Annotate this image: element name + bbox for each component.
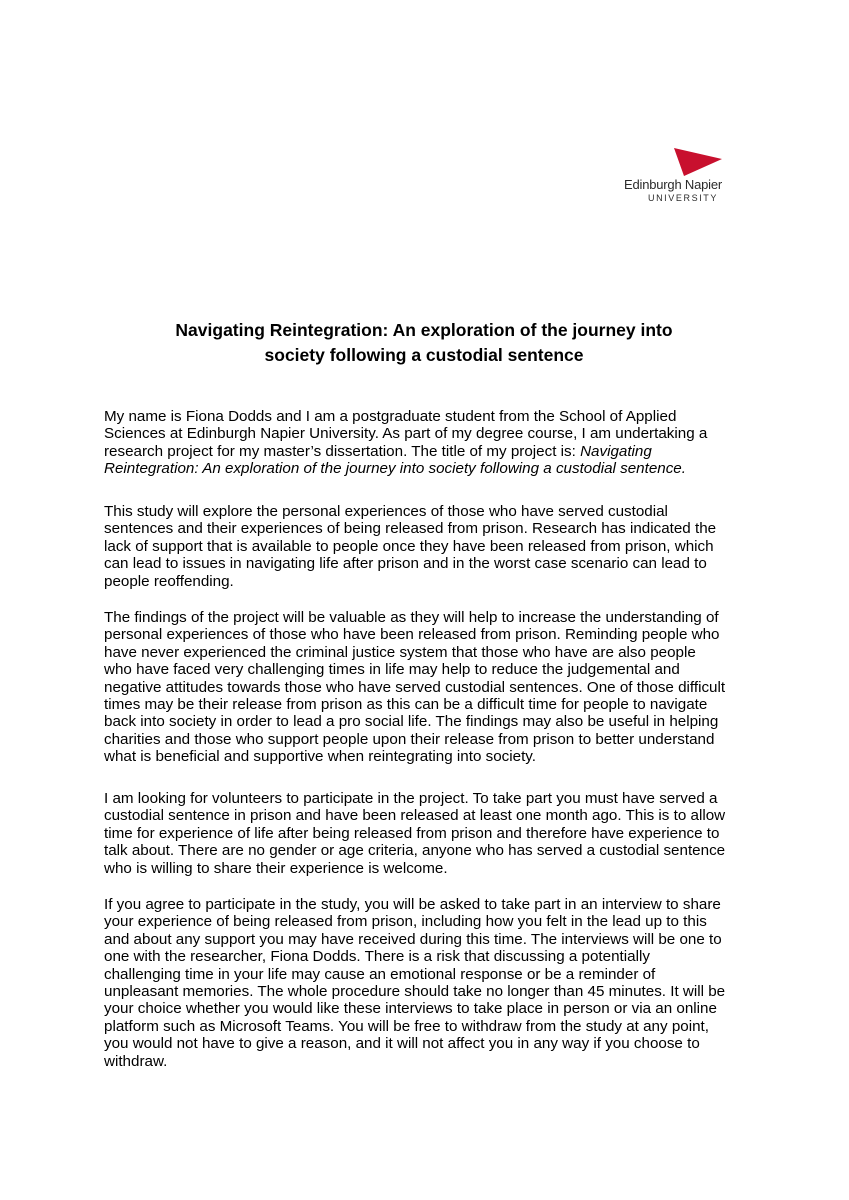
title-line: society following a custodial sentence	[264, 345, 584, 365]
text-line	[104, 443, 764, 460]
text-line: sentences and their experiences of being released from prison. Research has indicated the	[104, 520, 717, 538]
text-line: you would not have to give a reason, and it will not affect you in any way if you choose to	[104, 1035, 700, 1053]
logo-triangle-icon	[674, 148, 722, 176]
text-line: back into society in order to lead a pro social life. The findings may also be useful in helping	[104, 713, 719, 731]
text-line: negative attitudes towards those who have served custodial sentences. One of those difficult	[104, 678, 726, 696]
text-line: Sciences at Edinburgh Napier University. As part of my degree course, I am undertaking a	[104, 425, 708, 443]
intro-paragraph	[104, 408, 764, 478]
text-line: one with the researcher, Fiona Dodds. There is a risk that discussing a potentially	[104, 948, 650, 966]
text-line: can lead to issues in navigating life after prison and in the worst case scenario can lead to	[104, 555, 707, 573]
text-line: your experience of being released from prison, including how you felt in the lead up to this	[104, 913, 707, 931]
university-logo	[612, 148, 732, 210]
text-line: your choice whether you would like these interviews to take place in person or via an online	[104, 1000, 717, 1018]
text-line: The findings of the project will be valuable as they will help to increase the understanding of	[104, 609, 719, 626]
study-paragraph	[104, 503, 764, 590]
findings-paragraph	[104, 609, 764, 766]
text-line: people reoffending.	[104, 572, 234, 590]
text-line: who have faced very challenging times in life may help to reduce the judgemental and	[104, 661, 680, 679]
text-line: time for experience of life after being released from prison and therefore have experience to	[104, 824, 720, 842]
logo-name: Edinburgh Napier	[624, 177, 722, 192]
text-line: lack of support that is available to people once they have been released from prison, which	[104, 537, 714, 555]
text-line: have never experienced the criminal justice system that those who have are also people	[104, 643, 696, 661]
text-line: platform such as Microsoft Teams. You will be free to withdraw from the study at any point,	[104, 1017, 709, 1035]
title-line: Navigating Reintegration: An exploration of the journey into	[175, 320, 673, 340]
participation-paragraph	[104, 896, 764, 1070]
text-line: withdraw.	[104, 1052, 168, 1070]
project-title-italic: Navigating	[580, 442, 652, 460]
text-line: and about any support you may have received during this time. The interviews will be one to	[104, 930, 722, 948]
document-title	[104, 318, 744, 368]
text-line	[104, 460, 764, 477]
text-line: If you agree to participate in the study, you will be asked to take part in an interview to share	[104, 896, 721, 913]
text-line: custodial sentence in prison and have been released at least one month ago. This is to allow	[104, 807, 726, 825]
text-fragment: research project for my master’s dissertation. The title of my project is:	[104, 442, 581, 460]
volunteers-paragraph	[104, 790, 764, 877]
text-line: talk about. There are no gender or age criteria, anyone who has served a custodial sentence	[104, 842, 726, 860]
text-line: times may be their release from prison as this can be a difficult time for people to navigate	[104, 696, 708, 714]
text-line: charities and those who support people upon their release from prison to better understand	[104, 730, 715, 748]
project-title-italic: Reintegration: An exploration of the journey into society following a custodial sentence.	[104, 460, 686, 478]
text-line: This study will explore the personal experiences of those who have served custodial	[104, 503, 668, 520]
text-line: what is beneficial and supportive when reintegrating into society.	[104, 748, 536, 766]
text-line: challenging time in your life may cause an emotional response or be a reminder of	[104, 965, 656, 983]
text-line: I am looking for volunteers to participate in the project. To take part you must have served a	[104, 790, 718, 807]
logo-subtitle: UNIVERSITY	[647, 193, 718, 203]
text-line: unpleasant memories. The whole procedure should take no longer than 45 minutes. It will be	[104, 983, 726, 1001]
text-line: My name is Fiona Dodds and I am a postgraduate student from the School of Applied	[104, 408, 677, 425]
text-line: personal experiences of those who have been released from prison. Reminding people who	[104, 626, 720, 644]
text-line: who is willing to share their experience is welcome.	[104, 859, 448, 877]
